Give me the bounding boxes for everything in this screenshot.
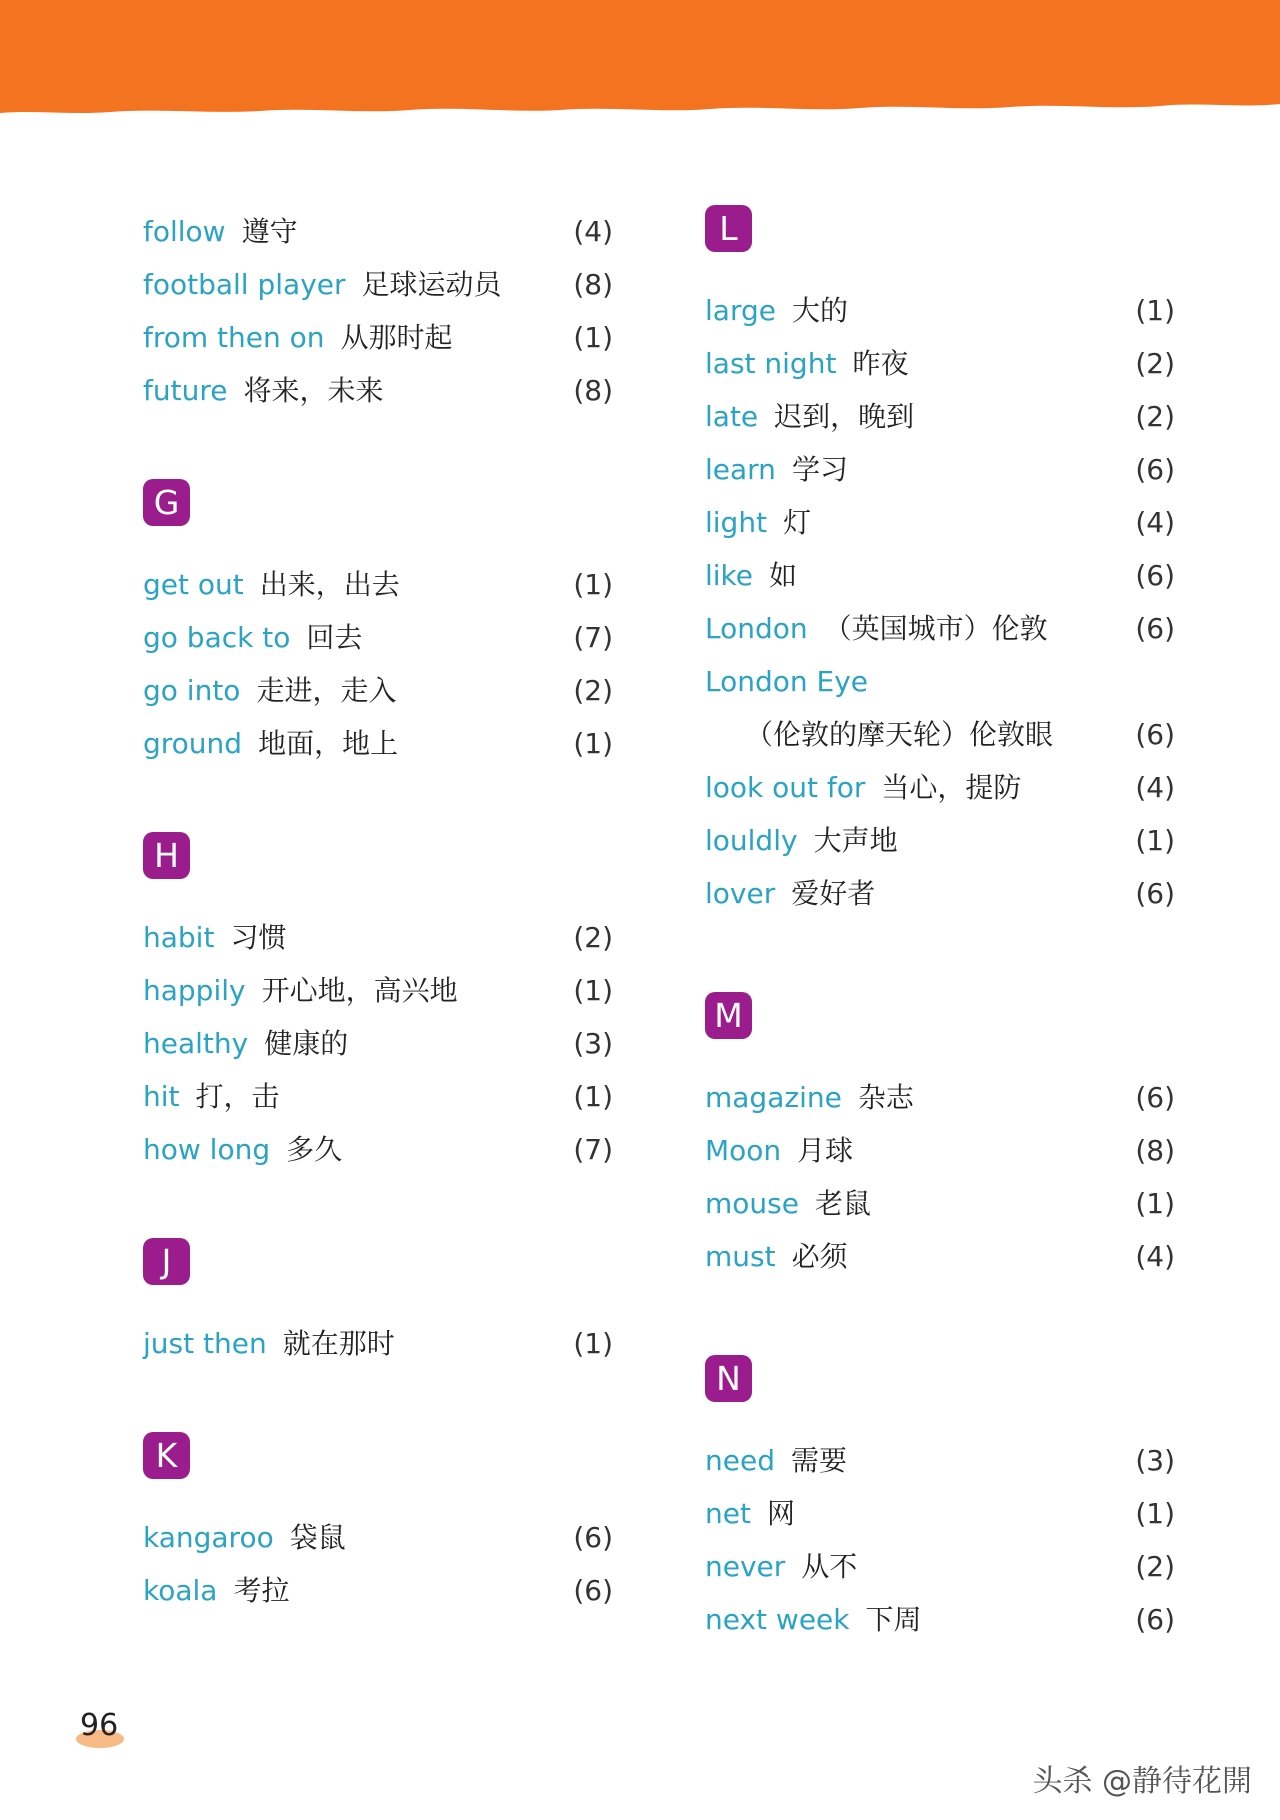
- entry-unit: (4): [573, 215, 613, 248]
- entry-word: ground: [143, 727, 243, 760]
- entry-meaning: 足球运动员: [361, 268, 502, 301]
- entry-meaning: 需要: [790, 1444, 847, 1477]
- letter-badge: H: [143, 832, 190, 879]
- entry-meaning: 地面，地上: [258, 727, 399, 760]
- glossary-entry: [143, 1123, 613, 1176]
- entry-meaning: 袋鼠: [289, 1521, 346, 1554]
- glossary-entry: [143, 1564, 613, 1617]
- entry-meaning: 杂志: [857, 1081, 914, 1114]
- glossary-entry: [705, 1434, 1175, 1487]
- entry-meaning: 考拉: [233, 1574, 290, 1607]
- glossary-entry: [143, 1017, 613, 1070]
- glossary-entry: [705, 284, 1175, 337]
- watermark: 头杀 @静待花開: [1032, 1764, 1252, 1799]
- glossary-entry: [705, 1124, 1175, 1177]
- glossary-entry: [705, 1593, 1175, 1646]
- glossary-section: [705, 992, 1175, 1283]
- entry-unit: (6): [1135, 453, 1175, 486]
- entry-word: go into: [143, 674, 241, 707]
- entry-meaning: 开心地，高兴地: [261, 974, 458, 1007]
- glossary-entry: [705, 761, 1175, 814]
- entry-unit: (2): [1135, 400, 1175, 433]
- glossary-entry: [143, 964, 613, 1017]
- glossary-section: [143, 832, 613, 1176]
- entry-word: net: [705, 1497, 751, 1530]
- glossary-section: [705, 1355, 1175, 1646]
- entry-word: late: [705, 400, 759, 433]
- glossary-entry: [705, 814, 1175, 867]
- entry-unit: (6): [573, 1574, 613, 1607]
- entry-word: future: [143, 374, 228, 407]
- entry-unit: (4): [1135, 506, 1175, 539]
- glossary-entry: [705, 443, 1175, 496]
- entry-unit: (7): [573, 621, 613, 654]
- glossary-section: [143, 479, 613, 770]
- entry-word: like: [705, 559, 754, 592]
- entry-meaning: 从不: [801, 1550, 858, 1583]
- glossary-entry: [143, 664, 613, 717]
- entry-unit: (6): [1135, 1603, 1175, 1636]
- entry-unit: (3): [573, 1027, 613, 1060]
- glossary-entry: [143, 1511, 613, 1564]
- entry-meaning: 打，击: [195, 1080, 280, 1113]
- entry-word: large: [705, 294, 776, 327]
- glossary-entry: [143, 611, 613, 664]
- glossary-entry: [705, 1230, 1175, 1283]
- entry-unit: (2): [573, 921, 613, 954]
- entry-unit: (4): [1135, 771, 1175, 804]
- entry-word: magazine: [705, 1081, 842, 1114]
- entry-unit: (1): [1135, 1187, 1175, 1220]
- entry-meaning: 健康的: [264, 1027, 349, 1060]
- glossary-section: [705, 205, 1175, 920]
- entry-unit: (1): [1135, 824, 1175, 857]
- entry-word: louldly: [705, 824, 798, 857]
- entry-meaning: 老鼠: [814, 1187, 871, 1220]
- glossary-entry: [705, 655, 1175, 708]
- entry-word: happily: [143, 974, 246, 1007]
- entry-word: how long: [143, 1133, 271, 1166]
- entry-word: football player: [143, 268, 346, 301]
- entry-meaning: 将来，未来: [243, 374, 384, 407]
- letter-badge: N: [705, 1355, 752, 1402]
- entry-unit: (1): [1135, 1497, 1175, 1530]
- glossary-entry: [705, 708, 1175, 761]
- glossary-entry: [143, 558, 613, 611]
- entry-meaning: 网: [766, 1497, 795, 1530]
- entry-word: learn: [705, 453, 776, 486]
- glossary-entry: [143, 258, 613, 311]
- glossary-entry: [705, 1177, 1175, 1230]
- entry-unit: (1): [573, 1080, 613, 1113]
- entry-word: healthy: [143, 1027, 249, 1060]
- entry-word: look out for: [705, 771, 866, 804]
- letter-badge: M: [705, 992, 752, 1039]
- entry-word: go back to: [143, 621, 291, 654]
- entry-unit: (1): [573, 727, 613, 760]
- entry-unit: (3): [1135, 1444, 1175, 1477]
- orange-header-banner: [0, 0, 1280, 130]
- glossary-entry: [705, 1071, 1175, 1124]
- entry-word: habit: [143, 921, 215, 954]
- entry-meaning: 灯: [783, 506, 812, 539]
- entry-unit: (1): [573, 1327, 613, 1360]
- page-number: 96: [80, 1708, 119, 1743]
- entry-meaning: 就在那时: [282, 1327, 395, 1360]
- glossary-section: [143, 205, 613, 417]
- entry-word: next week: [705, 1603, 850, 1636]
- entry-meaning: 月球: [797, 1134, 854, 1167]
- entry-word: London Eye: [705, 665, 869, 698]
- entry-meaning: 大的: [791, 294, 848, 327]
- entry-meaning: 遵守: [241, 215, 298, 248]
- glossary-entry: [143, 1070, 613, 1123]
- entry-unit: (1): [573, 974, 613, 1007]
- entry-unit: (6): [1135, 1081, 1175, 1114]
- entry-unit: (4): [1135, 1240, 1175, 1273]
- entry-meaning: 如: [769, 559, 798, 592]
- glossary-entry: [705, 549, 1175, 602]
- glossary-section: [143, 1238, 613, 1370]
- glossary-entry: [143, 717, 613, 770]
- entry-meaning: 出来，出去: [259, 568, 400, 601]
- right-column: [705, 205, 1175, 1646]
- entry-meaning: （英国城市）伦敦: [823, 612, 1048, 645]
- entry-unit: (6): [573, 1521, 613, 1554]
- entry-meaning: 学习: [791, 453, 848, 486]
- entry-unit: (7): [573, 1133, 613, 1166]
- entry-meaning: 当心，提防: [881, 771, 1022, 804]
- entry-word: London: [705, 612, 808, 645]
- entry-unit: (1): [573, 321, 613, 354]
- entry-unit: (8): [573, 268, 613, 301]
- entry-word: light: [705, 506, 768, 539]
- glossary-entry: [705, 390, 1175, 443]
- entry-word: hit: [143, 1080, 180, 1113]
- glossary-entry: [705, 337, 1175, 390]
- entry-meaning: 走进，走入: [256, 674, 397, 707]
- entry-word: mouse: [705, 1187, 799, 1220]
- letter-badge: L: [705, 205, 752, 252]
- glossary-section: [143, 1432, 613, 1617]
- entry-word: must: [705, 1240, 776, 1273]
- entry-word: Moon: [705, 1134, 782, 1167]
- entry-word: never: [705, 1550, 786, 1583]
- entry-word: from then on: [143, 321, 325, 354]
- letter-badge: J: [143, 1238, 190, 1285]
- entry-unit: (6): [1135, 612, 1175, 645]
- glossary-entry: [705, 1540, 1175, 1593]
- entry-unit: (2): [1135, 347, 1175, 380]
- entry-meaning: 迟到，晚到: [774, 400, 915, 433]
- glossary-entry: [143, 911, 613, 964]
- entry-unit: (2): [1135, 1550, 1175, 1583]
- letter-badge: G: [143, 479, 190, 526]
- entry-meaning: 回去: [306, 621, 363, 654]
- glossary-entry: [705, 602, 1175, 655]
- entry-unit: (1): [573, 568, 613, 601]
- entry-word: follow: [143, 215, 226, 248]
- glossary-entry: [705, 496, 1175, 549]
- entry-unit: (6): [1135, 718, 1175, 751]
- entry-unit: (8): [573, 374, 613, 407]
- entry-meaning: 昨夜: [852, 347, 909, 380]
- entry-word: kangaroo: [143, 1521, 274, 1554]
- entry-unit: (1): [1135, 294, 1175, 327]
- entry-meaning: 下周: [865, 1603, 922, 1636]
- glossary-entry: [143, 311, 613, 364]
- entry-meaning: （伦敦的摩天轮）伦敦眼: [745, 718, 1054, 751]
- entry-word: last night: [705, 347, 837, 380]
- entry-meaning: 必须: [791, 1240, 848, 1273]
- glossary-entry: [143, 205, 613, 258]
- entry-word: just then: [143, 1327, 267, 1360]
- entry-word: get out: [143, 568, 244, 601]
- entry-unit: (8): [1135, 1134, 1175, 1167]
- entry-meaning: 爱好者: [791, 877, 876, 910]
- glossary-entry: [143, 364, 613, 417]
- entry-unit: (6): [1135, 877, 1175, 910]
- entry-word: koala: [143, 1574, 218, 1607]
- glossary-entry: [705, 1487, 1175, 1540]
- entry-meaning: 习惯: [230, 921, 287, 954]
- entry-unit: (6): [1135, 559, 1175, 592]
- glossary-entry: [143, 1317, 613, 1370]
- glossary-entry: [705, 867, 1175, 920]
- entry-word: need: [705, 1444, 775, 1477]
- letter-badge: K: [143, 1432, 190, 1479]
- entry-unit: (2): [573, 674, 613, 707]
- entry-meaning: 从那时起: [340, 321, 453, 354]
- left-column: [143, 205, 613, 1617]
- entry-meaning: 多久: [286, 1133, 343, 1166]
- entry-word: lover: [705, 877, 776, 910]
- entry-meaning: 大声地: [813, 824, 898, 857]
